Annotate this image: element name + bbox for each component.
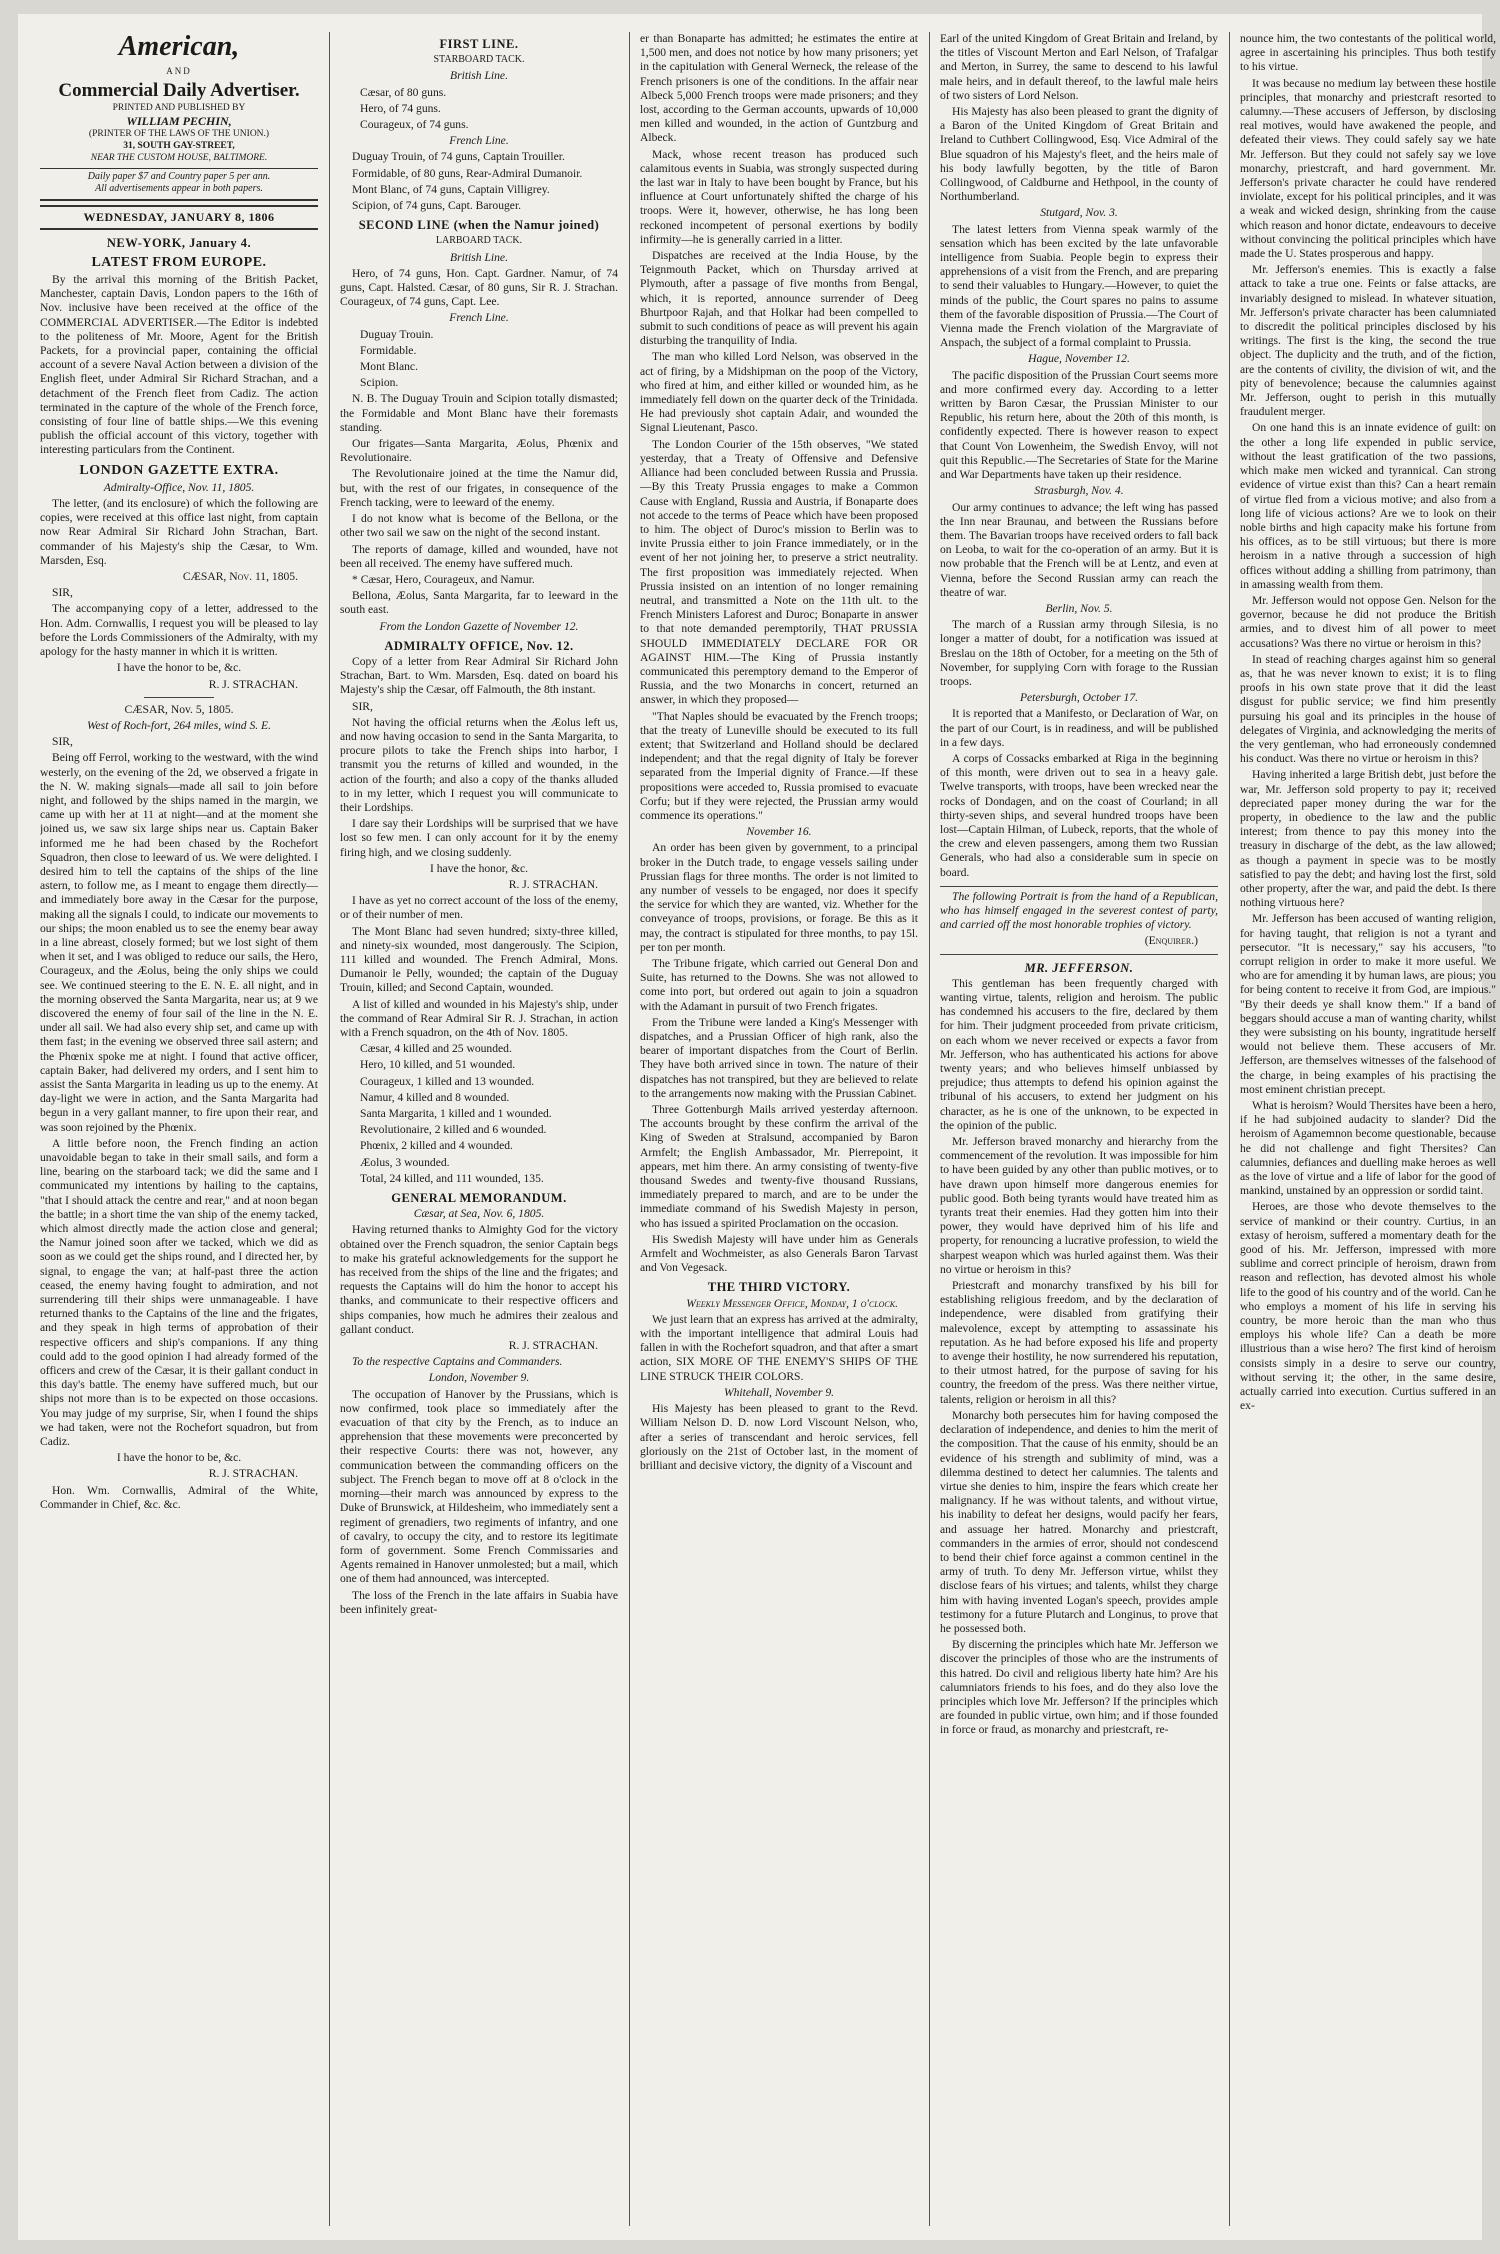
column-rule xyxy=(629,32,630,2226)
column-4 xyxy=(940,32,1218,2226)
manifesto-article: It is reported that a Manifesto, or Declaration of War, on the part of our Court, is in readiness, and will be published in a few days. xyxy=(940,707,1218,749)
first-line-heading: FIRST LINE. xyxy=(439,37,519,51)
strasburgh-dateline: Strasburgh, Nov. 4. xyxy=(1034,484,1124,498)
starboard-tack: STARBOARD TACK. xyxy=(433,54,525,66)
russian-article: The march of a Russian army through Silesia, is no longer a matter of doubt, for a notification was issued at Breslau on the 18th of October, for a meeting on the 5th of November, for supplying Corn with forage to the Russian troops. xyxy=(940,618,1218,688)
british-line-2: British Line. xyxy=(450,250,508,264)
india-article: Dispatches are received at the India House, by the Teignmouth Packet, which on Thursday arrived at Plymouth, after a passage of five months from Bengal, which, it is reported, announce surrender of Deeg Bhurtpoor Rajah, and that Holkar had been compelled to submit to such conditions of peace as will prevent his again disturbing the tranquility of India. xyxy=(640,249,918,348)
jefferson-paragraph: On one hand this is an innate evidence of guilt: on the other a long life expended in public service, without the least gratification of the two passions, which make men wicked and tyrannical. Can strong evidence of virtue exist than this? Can a heart remain of virtue fled from a vicious motive; and also from a long life of vicious actions? Are we to look on their noble births and high capacity make his fortune from his offices, as to be still virtuous; but there is more heroism in a native through a succession of high offices without adding a shilling from patrimony, than in amassing wealth from them. xyxy=(1240,421,1496,591)
casualty-entry: Phœnix, 2 killed and 4 wounded. xyxy=(360,1139,513,1153)
ship-entry: Formidable, of 80 guns, Rear-Admiral Dumanoir. xyxy=(352,166,583,180)
honor-1: I have the honor to be, &c. xyxy=(116,661,242,675)
second-line-heading: SECOND LINE (when the Namur joined) xyxy=(358,218,600,233)
nov16-dateline: November 16. xyxy=(746,825,812,839)
newspaper-columns xyxy=(40,32,1496,2226)
majesty-article: His Majesty has been pleased to grant to the Revd. William Nelson D. D. now Lord Viscount Nelson, who, after a series of transcendant and heroic services, fell gloriously on the 21st of October last, in the moment of brilliant and decisive victory, the dignity of a Viscount and xyxy=(640,1402,918,1472)
vienna-article: The latest letters from Vienna speak warmly of the sensation which has been excited by the late unfavorable intelligence from Suabia. People begin to express their apprehensions of a visit from the French, and are preparing to send their valuables to Hungary.—However, to quiet the minds of the public, the Court spares no pains to assume them of the favorable disposition of Prussia.—The Court of Vienna made the French violation of the Margraviate of Anspach, the subject of a formal complaint to Prussia. xyxy=(940,222,1218,350)
courier-article: The London Courier of the 15th observes, "We stated yesterday, that a Treaty of Offensive and Defensive Alliance had been concluded between Russia and Prussia.—By this Treaty Prussia engages to make a Common Cause with England, Russia and Austria, if Bonaparte does not accede to the terms of Peace which have been proposed to him. The object of Duroc's mission to Berlin was to invite Prussia either to join France immediately, or in the event of her not joining her, to preserve a strict neutrality. The first proposition was immediately rejected. When Prussia insisted on an intention of no longer remaining neutral, and transmitted a Note on the 11th ult. to the French Ministers Laforest and Duroc; Bonaparte in answer to that note demanded peremptorily, THAT PRUSSIA SHOULD IMMEDIATELY DECLARE FOR OR AGAINST HIM.—The King of Prussia instantly communicated this peremptory demand to the Emperor of Russia, and the two Monarchs in concert, returned an answer, in which they proposed— xyxy=(640,437,918,707)
latest-article: By the arrival this morning of the British Packet, Manchester, captain Davis, London papers to the 16th of Nov. inclusive have been received at the office of the COMMERCIAL ADVERTISER.—The Editor is indebted to the politeness of Mr. Moore, Agent for the British Packets, for a provincial paper, containing the official account of a severe Naval Action between a division of the English fleet, under Admiral Sir Richard Strachan, and a detachment of the French fleet from Cadiz. The action terminated in the capture of the whole of the French force, consisting of four line of battle ships.—We this evening publish the official account of this victory, together with interesting particulars from the Continent. xyxy=(40,273,318,457)
third-victory-article: We just learn that an express has arrived at the admiralty, with the important intelligence that admiral Louis had fallen in with the Rochefort squadron, and that after a smart action, SIX MORE OF THE ENEMY'S SHIPS OF THE LINE STRUCK THEIR COLORS. xyxy=(640,1312,918,1383)
ship-entry: Courageux, of 74 guns. xyxy=(360,118,469,132)
casualty-entry: Courageux, 1 killed and 13 wounded. xyxy=(360,1074,535,1088)
from-gazette: From the London Gazette of November 12. xyxy=(379,619,579,633)
casualty-entry: Namur, 4 killed and 8 wounded. xyxy=(360,1090,510,1104)
london-dateline: London, November 9. xyxy=(428,1371,530,1385)
column-1 xyxy=(40,32,318,2226)
cossacks-article: A corps of Cossacks embarked at Riga in the beginning of this month, were driven out to sea in a heavy gale. Twelve transports, with troops, have been wrecked near the rocks of Dondagen, and on the coast of Courland; in all thirty-seven ships, and several hundred troops have been lost—Captain Hilman, of Lubeck, reports, that the whole of the crew and eleven passengers, among them two Russian Generals, who had also a considerable sum in specie on board. xyxy=(940,751,1218,879)
larboard-tack: LARBOARD TACK. xyxy=(435,235,523,247)
column-2 xyxy=(340,32,618,2226)
hague-dateline: Hague, November 12. xyxy=(1028,352,1130,366)
salutation-2: SIR, xyxy=(52,735,73,749)
caesar-dateline-1: CÆSAR, Nov. 11, 1805. xyxy=(182,570,298,584)
memorandum: Having returned thanks to Almighty God for the victory obtained over the French squadron, the senior Captain begs to make his grateful acknowledgements for the support he has received from the ships of the line and the frigates; and requests the Captains will do him the honor to accept his thanks, and communicate to their respective officers and ships companies, how much he admires their zealous and gallant conduct. xyxy=(340,1223,618,1336)
nb-note: N. B. The Duguay Trouin and Scipion totally dismasted; the Formidable and Mont Blanc have their foremasts standing. xyxy=(340,392,618,434)
casualty-entry: Hero, 10 killed, and 51 wounded. xyxy=(360,1058,516,1072)
jefferson-paragraph: Priestcraft and monarchy transfixed by his bill for establishing religious freedom, and by the declaration of independence, were disabled from gratifying their malevolence, except by attempting to assassinate his reputation. As he had before exposed his life and property to avenge their hostility, he now surrendered his reputation, to their utmost hatred, for the purpose of saving for his country, the freedom of the press. Was there neither virtue, talents, religion or heroism in all this? xyxy=(940,1279,1218,1406)
jefferson-paragraph: By discerning the principles which hate Mr. Jefferson we discover the principles of those who are the instruments of this hatred. Do civil and religious liberty hate him? Are his calumniators friends to his foes, and do they also love the principles which love Mr. Jefferson? If the principles which are founded in public virtue, own him; and if those founded in force or fraud, as monarchy and priestcraft, re- xyxy=(940,1638,1218,1737)
petersburgh-dateline: Petersburgh, October 17. xyxy=(1019,691,1139,705)
berlin-dateline: Berlin, Nov. 5. xyxy=(1045,601,1113,615)
memorandum-heading: GENERAL MEMORANDUM. xyxy=(391,1191,567,1206)
address: 31, SOUTH GAY-STREET, xyxy=(123,141,235,152)
position-line: West of Roch-fort, 264 miles, wind S. E. xyxy=(86,718,272,732)
masthead-and: AND xyxy=(166,66,192,76)
signature-3: R. J. STRACHAN. xyxy=(508,877,598,891)
publisher-name: WILLIAM PECHIN, xyxy=(126,114,232,129)
mack-article: Mack, whose recent treason has produced such calamitous events in Suabia, was strongly suspected during the last war in Italy to have been bought by France, but his influence at Court unfortunately shifted the charge of his troops. Were it, however, otherwise, he has long been reckoned incompetent of personal exertions by bodily infirmity—he is generally carried in a litter. xyxy=(640,147,918,246)
letter-1: The accompanying copy of a letter, addressed to the Hon. Adm. Cornwallis, I request you will be pleased to lay before the Lords Commissioners of the Admiralty, with my apology for the hasty manner in which it is written. xyxy=(40,602,318,659)
portrait-intro: The following Portrait is from the hand of a Republican, who has himself engaged in the severest contest of party, and carried off the most honorable trophies of victory. xyxy=(940,889,1218,932)
reports: The reports of damage, killed and wounded, have not been all received. The enemy have suffered much. xyxy=(340,542,618,570)
ship-entry: Duguay Trouin, of 74 guns, Captain Trouiller. xyxy=(352,150,565,164)
salutation-3: SIR, xyxy=(352,699,373,713)
jefferson-paragraph: Mr. Jefferson's enemies. This is exactly a false attack to take a true one. Feints or false attacks, are invariably designed to mislead. In whatever situation, Mr. Jefferson's private character has been calumniated to discredit the political principles disclosed by his writings. The first is the king, the second the true object. The duplicity and the truth, and of the fiction, are the contents of civility, the division of wit, and the pity of benevolence; because the calumnies against Mr. Jefferson, ought to perish in this mutually fraudulent merger. xyxy=(1240,263,1496,419)
hanover-article: The occupation of Hanover by the Prussians, which is now confirmed, took place so immediately after the evacuation of that city by the French, as to induce an apprehension that these movements were preconcerted by their respective Courts: there was not, however, any communication between the commanding officers on the subject. The French began to move off at 8 o'clock in the morning—their march was announced by express to the Duke of Brunswick, at Hildesheim, who immediately sent a regiment of grenadiers, two regiments of infantry, and one of cavalry, to occupy the city, and to restore its legitimate form of government. Some French Commissaries and Agents remained in Hanover unmolested; but a mail, which one of them had announced, was intercepted. xyxy=(340,1387,618,1586)
ship-entry: Cæsar, of 80 guns. xyxy=(360,85,447,99)
signature-2: R. J. STRACHAN. xyxy=(208,1467,298,1481)
jefferson-paragraph: Heroes, are those who devote themselves to the service of mankind or their country. Curtius, in an extasy of heroism, suffered a momentary death for the good of his. Mr. Jefferson, impressed with more sublime and correct principle of heroism, drawn from reason and reflection, has devoted almost his whole life to the good of his country and of the world. Can he who employs a moment of his life in serving his country, be more heroic than the man who thus employs his whole life? Can a death be more illustrious than a wise hero? The first kind of heroism consists simply in a desire to serve our country, without serving it; the other, in the same desire, actually carried into execution. Curtius suffered in an ex- xyxy=(1240,1200,1496,1413)
french-line-1: French Line. xyxy=(449,134,509,148)
printed-by: PRINTED AND PUBLISHED BY xyxy=(112,103,246,114)
divider xyxy=(144,697,214,698)
tribune-article: The Tribune frigate, which carried out General Don and Suite, has returned to the Downs. She was not allowed to come into port, but ordered out again to join a squadron with the Adamant in pursuit of two French frigates. xyxy=(640,957,918,1013)
gazette-text: The letter, (and its enclosure) of which the following are copies, were received at this office last night, from captain now Rear Admiral Sir Richard John Strachan, Bart. commander of his Majesty's ship the Cæsar, to Wm. Marsden, Esq. xyxy=(40,497,318,567)
addressee: Hon. Wm. Cornwallis, Admiral of the White, Commander in Chief, &c. &c. xyxy=(40,1483,318,1511)
column-rule xyxy=(1229,32,1230,2226)
nelson-article: The man who killed Lord Nelson, was observed in the act of firing, by a Midshipman on the poop of the Victory, who fired at him, and either killed or wounded him, as he immediately fell down on the quarter deck of the Trinidada. He had previously shot captain Adair, and wounded the Signal Lieutenant, Pasco. xyxy=(640,350,918,435)
signature-4: R. J. STRACHAN. xyxy=(508,1339,598,1353)
enemy-loss-note: I have as yet no correct account of the loss of the enemy, or of their number of men. xyxy=(340,894,618,922)
casualties: The Mont Blanc had seven hundred; sixty-three killed, and ninety-six wounded, most dangerously. The Scipion, 111 killed and wounded. The French Admiral, Mons. Dumanoir le Pelly, wounded; the captain of the Duguay Trouin, killed; and Second Captain, wounded. xyxy=(340,924,618,995)
revolutionaire: The Revolutionaire joined at the time the Namur did, but, with the rest of our frigates, in consequence of the French tacking, were to leeward of the enemy. xyxy=(340,467,618,509)
address-2: NEAR THE CUSTOM HOUSE, BALTIMORE. xyxy=(90,153,268,164)
to-captains: To the respective Captains and Commanders. xyxy=(352,1355,563,1369)
pacific-article: The pacific disposition of the Prussian Court seems more and more confirmed every day. According to a letter written by Baron Cæsar, the Prussian Minister to our Republic, his return here, about the 20th of this month, is confidently expected. There is however reason to expect that Count Von Lowenheim, the Swedish Envoy, will not quit this Republic.—The Secretaries of State for the Marine and War Departments have taken up their residence. xyxy=(940,368,1218,482)
british-line-1: British Line. xyxy=(450,69,508,83)
bellona-2: Bellona, Æolus, Santa Margarita, far to leeward in the south east. xyxy=(340,589,618,617)
earl-article: Earl of the united Kingdom of Great Britain and Ireland, by the titles of Viscount Merton and Earl Nelson, of Trafalgar and Merton, in Surrey, the same to descend to his lawful male heirs, and in default thereof, to the lawful male heirs of two sisters of Lord Nelson. xyxy=(940,32,1218,102)
casualty-total: Total, 24 killed, and 111 wounded, 135. xyxy=(360,1171,544,1185)
jefferson-paragraph: In stead of reaching charges against him so general as, that he was never known to exist; it is to fling proofs in his own state prove that it did the least disgust for public service; we find him presently pursuing his goal and its principles in the house of delegates of Virginia, and acknowledging the merits of the very gentleman, who had erroneously condemned his conduct. Was there no virtue or heroism in this? xyxy=(1240,652,1496,766)
letter-2a: Being off Ferrol, working to the westward, with the wind westerly, on the evening of the 2d, we observed a frigate in the N. W. making signals—made all sail to join before night, and followed by the ships named in the margin, we came up with her at 11 at night—and at the moment she joined us, we saw six large ships near us. Captain Baker informed me he had been chased by the Rochefort Squadron, then close to leeward of us. We were delighted. I desired him to tell the captains of the ships of the line astern, to follow me, as I meant to engage them directly—and immediately bore away in the Cæsar for the purpose, making all the signals I could, to indicate our movements to our ships; the moon enabled us to see the enemy bear away in a line abreast, closely formed; but we lost sight of them when it set, and I was obliged to reduce our sails, the Hero, Courageux, and the Æolus, being the only ships we could see. We continued steering to the E. N. E. all night, and in the morning observed the Santa Margarita, near us; at 9 we discovered the enemy of four sail of the line in the N. E. under all sail. We had also every ship set, and came up with them fast; in the evening we observed three sail astern; and the Phœnix spoke me at night. I found that active officer, captain Baker, had delivered my orders, and I sent him to assist the Santa Margarita in leading us up to the enemy. At day-light we were in action, and the Santa Margarita had begun in a very gallant manner, to fire upon their rear, and was soon rejoined by the Phœnix. xyxy=(40,751,318,1134)
messenger-article: From the Tribune were landed a King's Messenger with dispatches, and a Prussian Officer of high rank, also the bearer of important dispatches from the Court of Berlin. They have both arrived since in town. The nature of their dispatches has not transpired, but they are believed to relate to the arrangements now making with the Prussian Cabinet. xyxy=(640,1015,918,1100)
ship-list: Hero, of 74 guns, Hon. Capt. Gardner. Namur, of 74 guns, Capt. Halsted. Cæsar, of 80 guns, Sir R. J. Strachan. Courageux, of 74 guns, Capt. Lee. xyxy=(340,266,618,309)
newspaper-page xyxy=(18,14,1496,2240)
ship-entry: Scipion. xyxy=(360,376,399,390)
frigates: Our frigates—Santa Margarita, Æolus, Phœnix and Revolutionaire. xyxy=(340,437,618,465)
column-rule xyxy=(329,32,330,2226)
portrait-intro-box xyxy=(940,886,1218,955)
latest-heading: LATEST FROM EUROPE. xyxy=(91,254,267,270)
caesar-dateline-2: CÆSAR, Nov. 5, 1805. xyxy=(124,702,234,716)
jefferson-paragraph: This gentleman has been frequently charged with wanting virtue, talents, religion and heroism. The public has condemned his accusers to the fire, declared by them for him. Their judgment proceeded from private criticism, on each whom we never received or expects a favor from Mr. Jefferson, who has authenticated his actions for above twenty years; and who believes himself unbiassed by prejudice; thus attempts to defend his opinion against the tribunal of his accusers, to extend her judgment on his character, as he is one of the unknown, to be expected in the opinion of the public. xyxy=(940,976,1218,1132)
column-3 xyxy=(640,32,918,2226)
casualty-entry: Revolutionaire, 2 killed and 6 wounded. xyxy=(360,1123,547,1137)
whitehall-dateline: Whitehall, November 9. xyxy=(723,1385,835,1399)
mails-article: Three Gottenburgh Mails arrived yesterday afternoon. The accounts brought by these confirm the arrival of the King of Sweden at Stralsund, accompanied by Baron Armfelt; the English Ambassador, Mr. Pierrepoint, it appears, met him there. An army consisting of twenty-five thousand Swedes and twenty-five thousand Russians, immediately prepared to march, and are to be under the immediate command of his Swedish Majesty in person, who has issued a spirited Proclamation on the occasion. xyxy=(640,1103,918,1230)
masthead-title: American, xyxy=(118,32,240,62)
honor-2: I have the honor to be, &c. xyxy=(116,1451,242,1465)
jefferson-paragraph: What is heroism? Would Thersites have been a hero, if he had subjoined audacity to slander? Did the heroism of Agamemnon become questionable, because he did not challenge and fight Thersites? Can calumnies, defiances and duelling make heroes as well as the love of virtue and a life of labor for the good of mankind, unstained by an oppression or sordid taint. xyxy=(1240,1099,1496,1198)
jefferson-heading: MR. JEFFERSON. xyxy=(1024,960,1134,975)
order-article: An order has been given by government, to a principal broker in the Dutch trade, to engage vessels sailing under Prussian flags for three months. The order is not limited to any number of vessels to be engaged, nor does it specify the service for which they are wanted, viz. Whether for the conveyance of troops, provisions, or forage. Be this as it may, the contract is stipulated for three months, to pay 15l. per ton per month. xyxy=(640,841,918,954)
price-line-2: All advertisements appear in both papers. xyxy=(95,183,263,195)
casualty-entry: Santa Margarita, 1 killed and 1 wounded. xyxy=(360,1107,552,1121)
ship-entry: Duguay Trouin. xyxy=(360,327,434,341)
continued-article: er than Bonaparte has admitted; he estimates the entire at 1,500 men, and does not notice by how many prisoners; yet in the capitulation with General Werneck, the release of the French prisoners is one of the conditions. In the affair near Albeck 5,000 French troops were made prisoners; and they lost, according to the German accounts, upwards of 10,000 men killed and wounded, in the action of Guntzburg and Albeck. xyxy=(640,32,918,145)
jefferson-paragraph: Mr. Jefferson has been accused of wanting religion, for having taught, that religion is not a tyrant and persecutor. "It is necessary," say his accusers, "to corrupt religion in order to make it more useful. We who are for amending it by human laws, are pious; you for being content to receive it from God, are impious." "By their deeds ye shall know them." If a band of beggars should accuse a man of wanting charity, whilst they were subsisting on his bounty, ingratitude herself would not believe them. These accusers of Mr. Jefferson, are themselves witnesses of the falsehood of the charge, in being examples of his practising the most eminent christian precept. xyxy=(1240,912,1496,1096)
column-5 xyxy=(1240,32,1496,2226)
masthead xyxy=(40,32,318,201)
swedish-article: His Swedish Majesty will have under him as Generals Armfelt and Wochmeister, as also Generals Baron Tarvast and Von Vegesack. xyxy=(640,1232,918,1275)
signature-1: R. J. STRACHAN. xyxy=(208,677,298,691)
asterisk-note: * Cæsar, Hero, Courageux, and Namur. xyxy=(352,572,535,586)
jefferson-paragraph: Monarchy both persecutes him for having composed the declaration of independence, and denies to him the merit of the composition. That the cause of his enmity, should be an evidence of his strength and sublimity of mind, was a dilemma destined to detect her calumnies. The talents and virtue she denies to him, inspire the fears which create her malignancy. If he was without talents, and without virtue, his inability to defeat her designs, would pacify her fears, and assuage her hatred. Monarchy and priestcraft, commanders in the armies of error, should not condescend to bend their chief force against a common centinel in the army of truth. To deny Mr. Jefferson virtue, whilst they disclose fears of his virtues; and talents, whilst they charge him with having invented Logan's speech, provides ample testimony for a future Plutarch and Longinus, to prove that he possessed both. xyxy=(940,1408,1218,1635)
masthead-subtitle: Commercial Daily Advertiser. xyxy=(58,80,300,102)
letter-3b: I dare say their Lordships will be surprised that we have lost so few men. I can only account for it by the enemy firing high, and we closing suddenly. xyxy=(340,817,618,859)
dateline: WEDNESDAY, JANUARY 8, 1806 xyxy=(40,205,318,229)
suabia-article: The loss of the French in the late affairs in Suabia have been infinitely great- xyxy=(340,1588,618,1616)
printer-note: (PRINTER OF THE LAWS OF THE UNION.) xyxy=(88,129,270,140)
honor-3: I have the honor, &c. xyxy=(429,861,529,875)
gazette-heading: LONDON GAZETTE EXTRA. xyxy=(79,462,279,478)
letter-3: Not having the official returns when the Æolus left us, and now having occasion to send in the Santa Margarita, to procure pilots to take the French ships into harbor, I transmit you the returns of killed and wounded, in the action of the fourth; and also a copy of the thanks alluded to in my letter, which I request you will communicate to their Lordships. xyxy=(340,715,618,814)
ship-entry: Mont Blanc. xyxy=(360,360,418,374)
stutgard-dateline: Stutgard, Nov. 3. xyxy=(1040,206,1118,220)
list-intro: A list of killed and wounded in his Majesty's ship, under the command of Rear Admiral Sir R. J. Strachan, in action with a French squadron, on the 4th of Nov. 1805. xyxy=(340,997,618,1039)
army-article: Our army continues to advance; the left wing has passed the Inn near Braunau, and between the Russians before them. The Bavarian troops have received orders to fall back on Leoba, to wait for the co-operation of an army. But it is now probable that the French will be at Lentz, and even at Vienna, before the Second Russian army can reach the theatre of war. xyxy=(940,500,1218,599)
ship-entry: Scipion, of 74 guns, Capt. Barouger. xyxy=(352,199,522,213)
admiralty-heading-2: ADMIRALTY OFFICE, Nov. 12. xyxy=(384,638,574,653)
bellona: I do not know what is become of the Bellona, or the other two sail we saw on the night of the second instant. xyxy=(340,512,618,540)
price-line-1: Daily paper $7 and Country paper 5 per ann. xyxy=(40,168,318,183)
jefferson-paragraph: It was because no medium lay between these hostile principles, that monarchy and priestcraft resorted to calumny.—These accusers of Jefferson, by disclosing real motives, would have awakened the people, and defeated their views. They could safely say we hate Mr. Jefferson. But they could not safely say we love monarchy, priestcraft, and hard government. Mr. Jefferson's private character he could have rendered inviolate, except for his political principles, and it was a weak and wicked design, shrinking from the cause which reason and honor dictate, endeavours to deceive without convincing the political principles which have made the U. States prosperous and happy. xyxy=(1240,76,1496,261)
column-rule xyxy=(929,32,930,2226)
casualty-entry: Cæsar, 4 killed and 25 wounded. xyxy=(360,1042,512,1056)
copy-letter: Copy of a letter from Rear Admiral Sir Richard John Strachan, Bart. to Wm. Marsden, Esq. dated on board his Majesty's ship the Cæsar, off Falmouth, the 8th instant. xyxy=(340,654,618,697)
enquirer-credit: (Enquirer.) xyxy=(1144,934,1198,948)
third-victory-heading: THE THIRD VICTORY. xyxy=(707,1280,851,1295)
french-line-2: French Line. xyxy=(449,311,509,325)
memorandum-place: Cæsar, at Sea, Nov. 6, 1805. xyxy=(413,1207,545,1221)
casualty-entry: Æolus, 3 wounded. xyxy=(360,1155,450,1169)
ship-entry: Hero, of 74 guns. xyxy=(360,101,441,115)
letter-2b: A little before noon, the French finding an action unavoidable began to take in their small sails, and form a line, bearing on the starboard tack; we did the same and I communicated my intentions by hailing to the captains, "that I should attack the centre and rear," and at noon began the battle; in a short time the van ship of the enemy tacked, which almost directly made the action close and general; the Namur joined soon after we tacked, which we did as soon as we could get the ships round, and I directed her, by signal, to engage the van; at half-past three the action ceased, the enemy having fought to admiration, and not surrendering till their ships were unmanageable. I have returned thanks to the Captains of the line and the frigates, and they speak in high terms of approbation of their respective officers and ship's companions. If any thing could add to the good opinion I had already formed of the officers and crew of the Cæsar, it is their gallant conduct in this day's battle. The enemy have suffered much, but our ships not more than is to be expected on those occasions. You may judge of my surprise, Sir, when I found the ships we had taken, were not the Rochefort squadron, but from Cadiz. xyxy=(40,1136,318,1449)
place-heading: NEW-YORK, January 4. xyxy=(106,235,252,250)
collingwood-article: His Majesty has also been pleased to grant the dignity of a Baron of the United Kingdom of Great Britain and Ireland to Cuthbert Collingwood, Esq. Vice Admiral of the Blue squadron of his Majesty's fleet, and the heirs male of his body lawfully begotten, by the title of Baron Collingwood, of Caldburne and Hethpool, in the county of Northumberland. xyxy=(940,105,1218,204)
weekly-dateline: Weekly Messenger Office, Monday, 1 o'clock. xyxy=(686,1296,898,1310)
jefferson-paragraph: Mr. Jefferson would not oppose Gen. Nelson for the governor, because he did not produce the British armies, and to divest him of all power to meet accusations? Was there no virtue or heroism in this? xyxy=(1240,593,1496,650)
ship-entry: Mont Blanc, of 74 guns, Captain Villigrey. xyxy=(352,182,550,196)
jefferson-paragraph: Mr. Jefferson braved monarchy and hierarchy from the commencement of the revolution. It was impossible for him to have been guided by any other than public motives, or to have drawn upon himself more dangerous enemies for public good. Both being tyrants would have treated him as tyrants treat their enemies. Had they gotten him into their power, they would have deprived him of his life and property, for renouncing a lucrative profession, to wield the sharpest weapon which was hurled against them. Was their no virtue or heroism in this? xyxy=(940,1135,1218,1276)
admiralty-office: Admiralty-Office, Nov. 11, 1805. xyxy=(103,480,255,494)
jefferson-paragraph: Having inherited a large British debt, just before the war, Mr. Jefferson sold property to pay it; received depreciated paper money during the war for the property, in obedience to the law and the public interest; from thence to pay this money into the treasury in discharge of the debt, as the law allowed; as though a payment in specie was to be mostly satisfied to pay the debt; and having lost the first, sold other property, after the war, and paid the debt. Is there nothing virtuous here? xyxy=(1240,768,1496,910)
terms-article: "That Naples should be evacuated by the French troops; that the treaty of Luneville should be executed to its full extent; that Switzerland and Holland should be declared independent; and that the regal dignity of Italy be forever separated from the Imperial dignity of France.—If these propositions were acceded to, Russia promised to evacuate Corfu; but if they were rejected, the Prussian army would commence its operations." xyxy=(640,709,918,822)
ship-entry: Formidable. xyxy=(360,343,417,357)
salutation-1: SIR, xyxy=(52,586,73,600)
jefferson-paragraph: nounce him, the two contestants of the political world, agree in ascertaining his principles. Thus both testify to his virtue. xyxy=(1240,32,1496,74)
